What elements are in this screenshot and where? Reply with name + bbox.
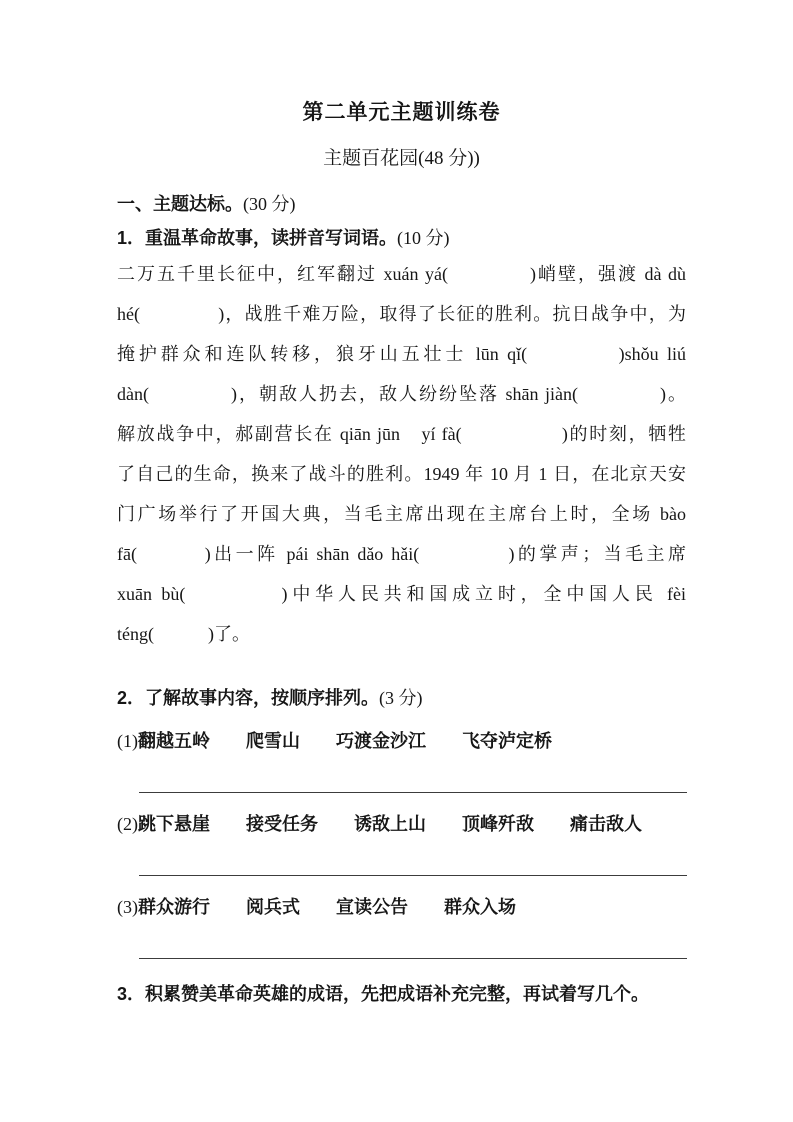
passage-line: 二万五千里长征中，红军翻过 xuán yá( )峭壁，强渡 dà dù [117,264,686,284]
part-one-label: 一、主题达标。 [117,194,243,214]
passage-line: hé( )，战胜千难万险，取得了长征的胜利。抗日战争中，为 [117,304,686,324]
question-1-stem [117,226,686,250]
sequence-item-words: 翻越五岭 爬雪山 巧渡金沙江 飞夺泸定桥 [138,731,552,751]
sequence-item [117,811,686,876]
answer-blank-line [139,958,687,959]
answer-blank-line [139,875,687,876]
sequence-item-line [117,811,686,837]
part-one-heading [117,192,686,216]
question-3-text: 3．积累赞美革命英雄的成语，先把成语补充完整，再试着写几个。 [117,984,650,1004]
answer-blank-line [139,792,687,793]
question-1-score: (10 分) [397,228,450,248]
question-3-stem [117,981,686,1007]
sequence-item-words: 跳下悬崖 接受任务 诱敌上山 顶峰歼敌 痛击敌人 [138,814,642,834]
paper-title: 第二单元主题训练卷 [302,101,501,124]
passage-line: téng( )了。 [117,624,250,644]
part-one-score: (30 分) [243,194,296,214]
question-2-text: 2．了解故事内容，按顺序排列。 [117,688,380,708]
passage-line: 了自己的生命，换来了战斗的胜利。1949 年 10 月 1 日，在北京天安 [117,464,686,484]
question-1-text: 1．重温革命故事，读拼音写词语。 [117,228,398,248]
question-2-items [117,728,686,959]
passage-line: 解放战争中，郝副营长在 qiān jūn yí fà( )的时刻，牺牲 [117,424,686,444]
passage-line: fā( )出一阵 pái shān dǎo hǎi( )的掌声；当毛主席 [117,544,686,564]
passage-line: dàn( )，朝敌人扔去，敌人纷纷坠落 shān jiàn( )。 [117,384,686,404]
section-banner: 主题百花园(48 分)) [323,148,480,169]
sequence-item-line [117,728,686,754]
sequence-item-line [117,894,686,920]
sequence-item-number: (1) [117,731,138,751]
sequence-item [117,728,686,793]
sequence-item [117,894,686,959]
question-2-score: (3 分) [379,688,423,708]
sequence-item-number: (3) [117,897,138,917]
question-2-stem [117,686,686,710]
sequence-item-number: (2) [117,814,138,834]
passage-line: 掩护群众和连队转移，狼牙山五壮士 lūn qǐ( )shǒu liú [117,344,686,364]
pinyin-fill-passage [117,254,686,654]
sequence-item-words: 群众游行 阅兵式 宣读公告 群众入场 [138,897,516,917]
passage-line: xuān bù( )中华人民共和国成立时，全中国人民 fèi [117,584,686,604]
passage-line: 门广场举行了开国大典，当毛主席出现在主席台上时，全场 bào [117,504,686,524]
